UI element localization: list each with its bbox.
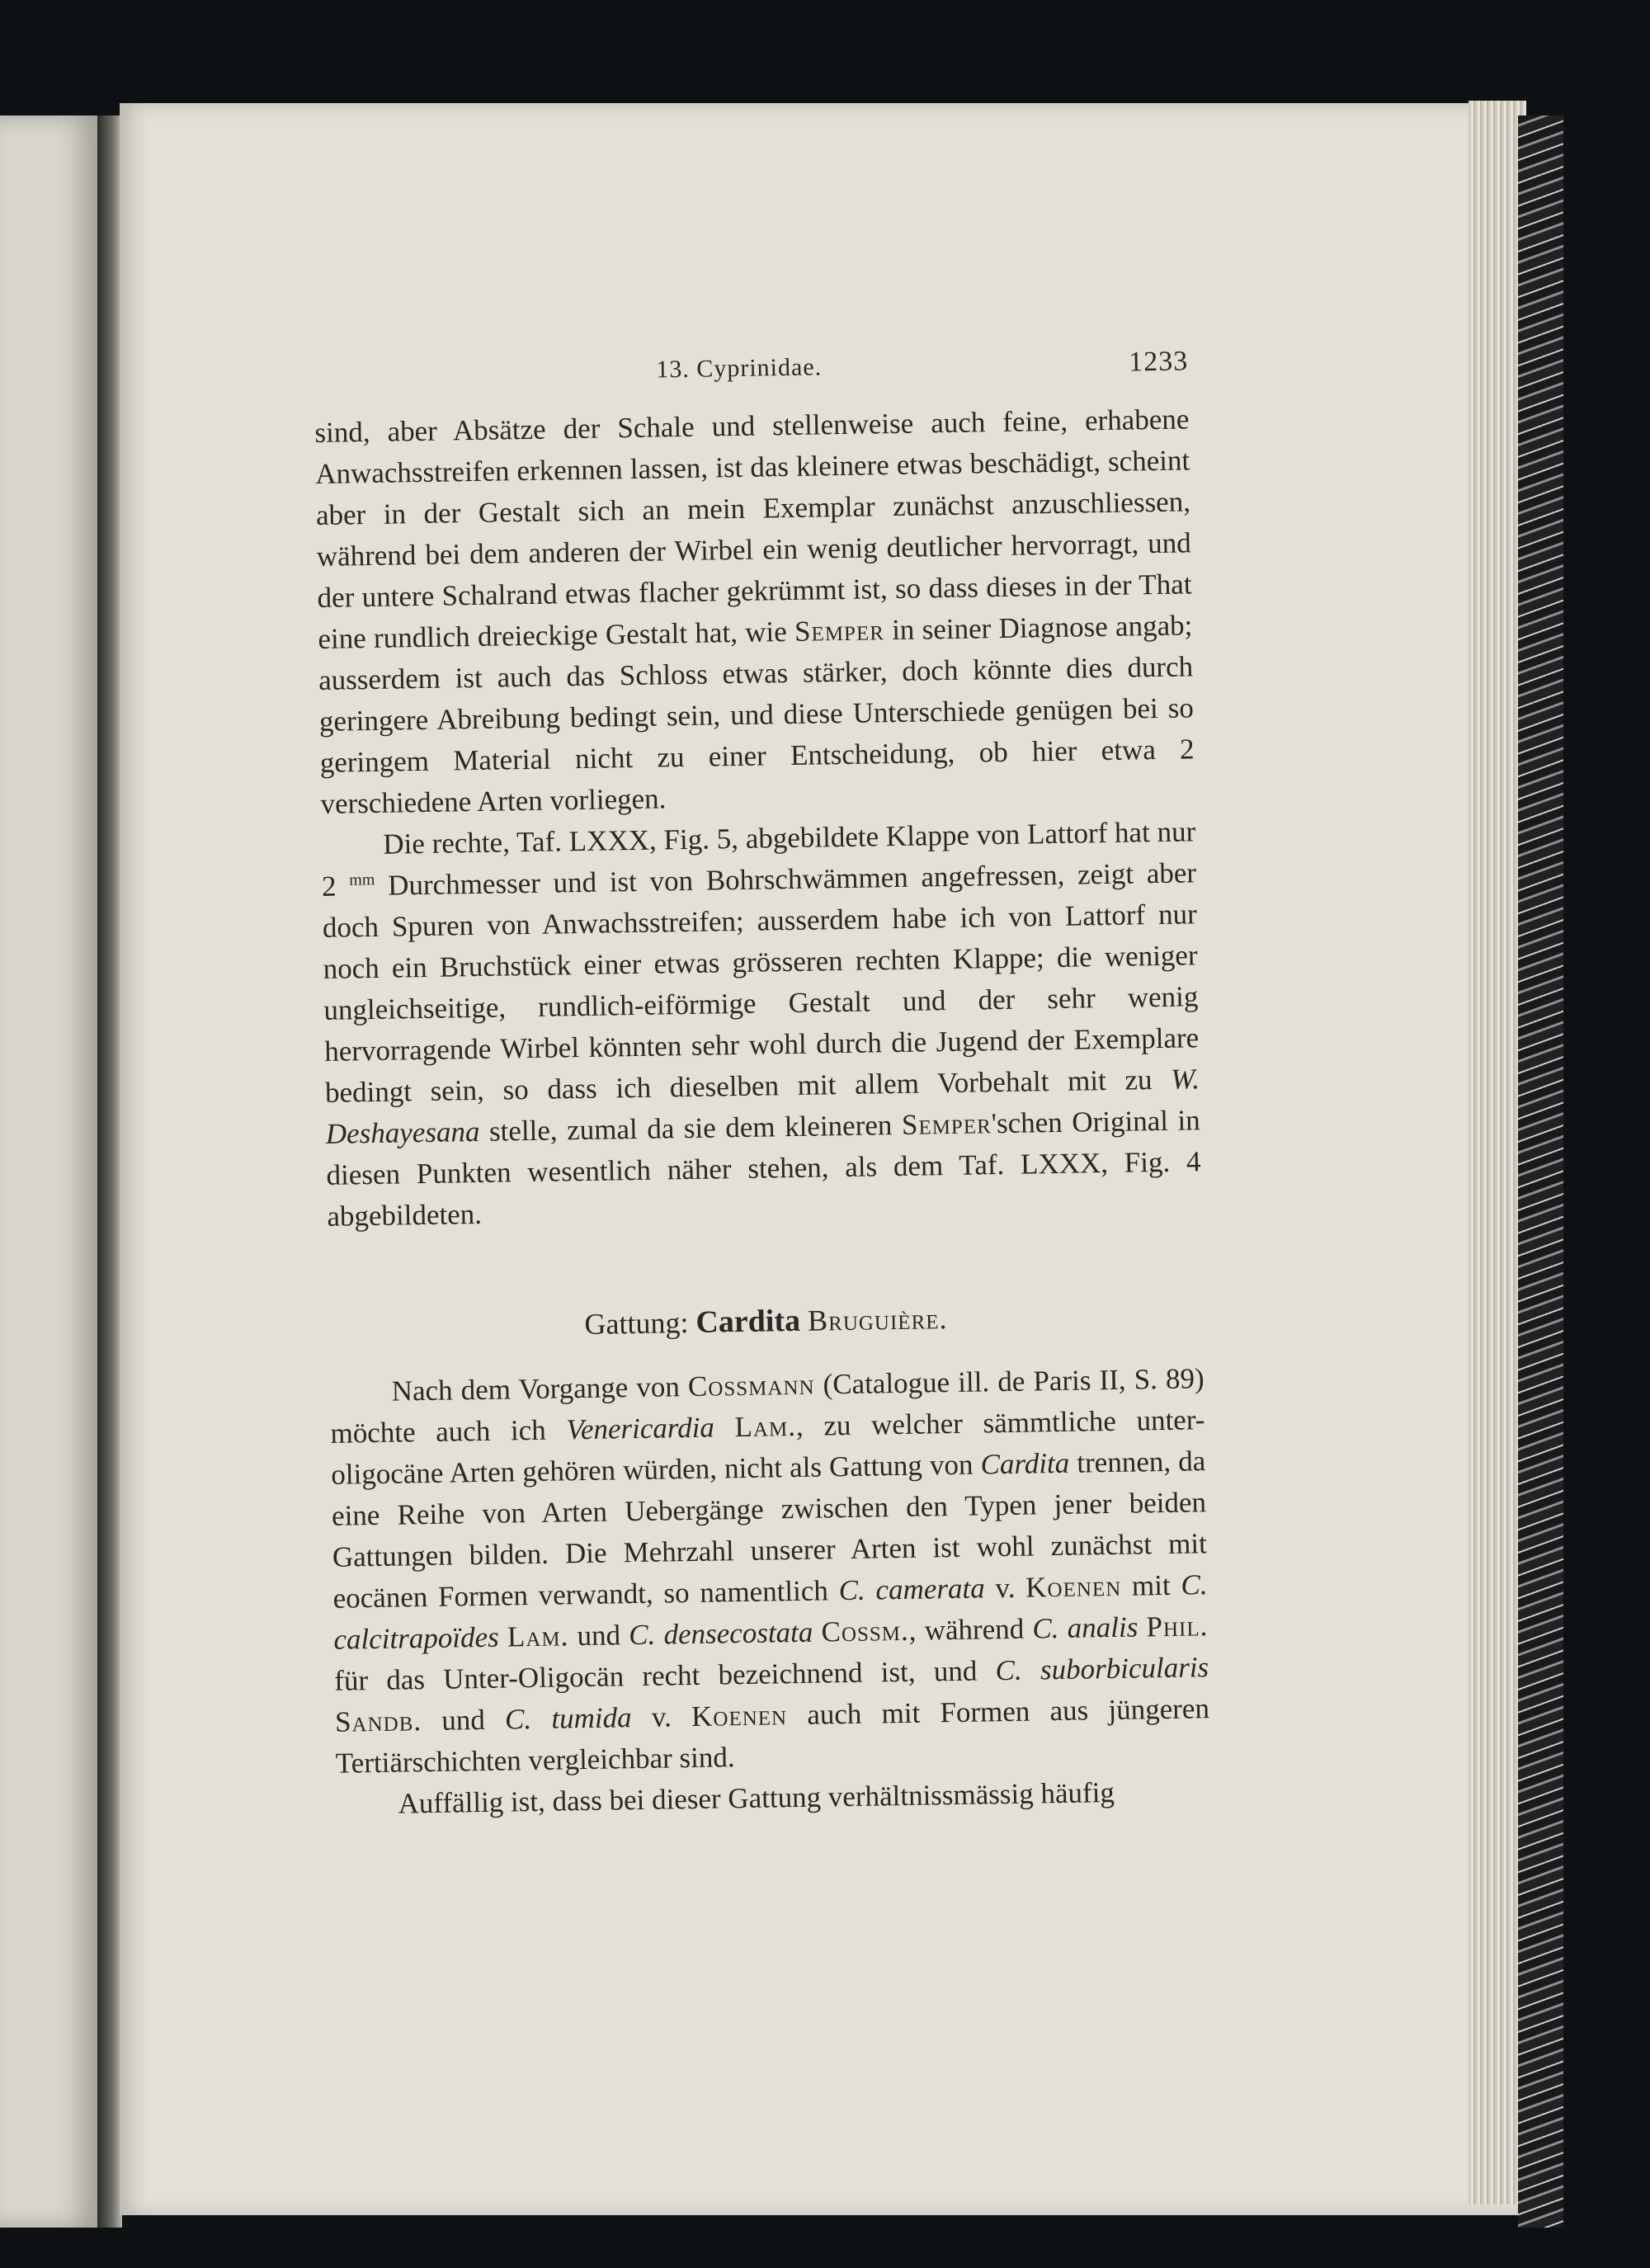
species-name: C. camerata (838, 1572, 985, 1607)
text (714, 1411, 735, 1443)
paragraph-3 (329, 1358, 1210, 1785)
text: Auffällig ist, dass bei dieser Gattung verhältnissmässig häufig (398, 1775, 1115, 1820)
text: und (421, 1703, 506, 1738)
text: v. (984, 1571, 1026, 1605)
author-name: Cossmann (687, 1368, 815, 1403)
species-name: C. analis (1032, 1610, 1138, 1645)
species-name: Venericardia (566, 1411, 715, 1446)
section-heading (328, 1294, 1204, 1349)
text: (Catalogue ill. de Paris II, S. 89) möchte auch ich (330, 1362, 1204, 1450)
text: , zu welcher sämmtliche unter-oligocäne Arten gehören würden, nicht als Gattung von (331, 1403, 1205, 1491)
page-number: 1233 (1128, 346, 1189, 378)
text: stelle, zumal da sie dem kleineren (479, 1108, 903, 1148)
unit-superscript: mm (349, 870, 375, 889)
species-name: C. suborbicularis (995, 1651, 1209, 1687)
text: 'schen Original in diesen Punkten wesentlich näher stehen, als dem Taf. LXXX, Fig. 4 abgebildeten. (326, 1104, 1201, 1233)
species-name: Cardita (980, 1446, 1070, 1481)
text: Die rechte, Taf. LXXX, Fig. 5, abgebildete Klappe von Lattorf hat nur 2 (321, 815, 1196, 903)
book-gutter (97, 116, 122, 2228)
author-name: Lam. (734, 1409, 797, 1444)
author-name: Semper (794, 614, 885, 648)
author-name: Koenen (1025, 1569, 1122, 1604)
heading-prefix: Gattung: (584, 1305, 696, 1341)
genus-name: Cardita (695, 1303, 801, 1340)
text: in seiner Diagnose angab; ausserdem ist auch das Schloss etwas stärker, doch könnte dies durch geringere Abreibung bedingt sein, und diese Unterschiede genügen bei so geringem Material nicht zu einer Entscheidung, ob hier etwa 2 verschiedene Arten vorliegen. (318, 609, 1195, 820)
text: Durchmesser und ist von Bohrschwämmen angefressen, zeigt aber doch Spuren von Anwachsstreifen; ausserdem habe ich von Lattorf nur noch ein Bruchstück einer etwas grösseren rechten Klappe; die weniger ungleichseitige, rundlich-eiförmige Gestalt und der sehr wenig hervorragende Wirbel könnten sehr wohl durch die Jugend der Exemplare bedingt sein, so dass ich dieselben mit allem Vorbehalt mit zu (322, 856, 1200, 1109)
text: Nach dem Vorgange von (391, 1370, 689, 1407)
species-name: C. tumida (504, 1701, 632, 1736)
text: auch mit Formen aus jüngeren Tertiärschichten vergleichbar sind. (335, 1692, 1210, 1780)
author-name: Lam. (507, 1620, 569, 1653)
text: und (568, 1619, 629, 1653)
species-name: W. Deshayesana (325, 1063, 1200, 1150)
author-name: Koenen (691, 1699, 788, 1733)
author-name: Sandb. (334, 1705, 422, 1738)
species-name: C. calcitrapoïdes (333, 1568, 1208, 1656)
text: trennen, da eine Reihe von Arten Uebergänge zwischen den Typen jener beiden Gattungen bilden. Die Mehrzahl unserer Arten ist wohl zunächst mit eocänen Formen verwandt, so namentlich (331, 1445, 1208, 1615)
running-head-title: 13. Cyprinidae. (656, 353, 823, 384)
text: für das Unter-Oligocän recht bezeichnend ist, und (333, 1654, 996, 1697)
author-name: Bruguière. (807, 1302, 948, 1337)
cover-edge (1518, 116, 1563, 2228)
text: v. (631, 1700, 692, 1734)
author-name: Cossm. (821, 1614, 910, 1648)
author-name: Phil. (1146, 1610, 1209, 1643)
text: mit (1120, 1568, 1181, 1602)
text: , während (908, 1612, 1033, 1647)
text: sind, aber Absätze der Schale und stellenweise auch feine, erhabene Anwachsstreifen erkennen lassen, ist das kleinere etwas beschädigt, scheint aber in der Gestalt sich an mein Exemplar zunächst anzuschliessen, während bei dem anderen der Wirbel ein wenig deutlicher hervorragt, und der untere Schalrand etwas flacher gekrümmt ist, so dass dieses in der That eine rundlich dreieckige Gestalt hat, wie (314, 403, 1192, 655)
species-name: C. densecostata (628, 1615, 813, 1652)
paragraph-1 (314, 398, 1195, 825)
body-text (314, 398, 1211, 1825)
author-name: Semper (901, 1107, 992, 1141)
facing-page (0, 116, 97, 2228)
paragraph-2 (321, 811, 1202, 1238)
